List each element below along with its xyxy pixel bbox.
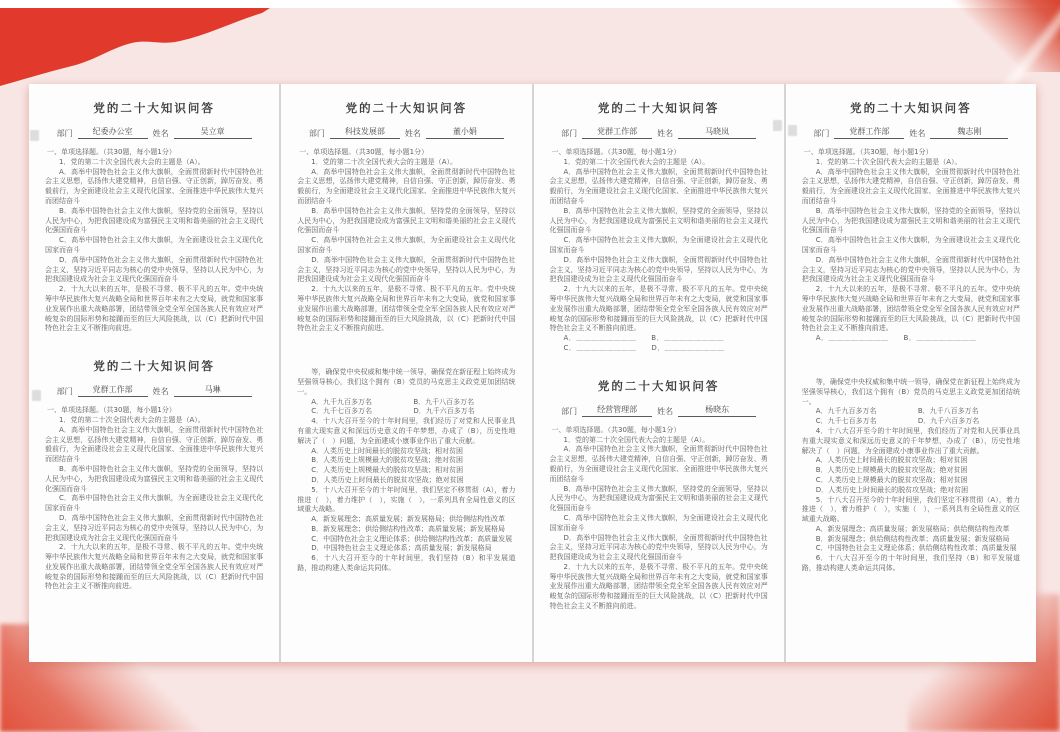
quiz-form-page2 — [802, 344, 1020, 574]
form-header-line — [45, 384, 263, 397]
question-1-option-d: D．高举中国特色社会主义伟大旗帜，全面贯彻新时代中国特色社会主义，坚持习近平同志为核心的党中央领导，坚持以人民为中心，为把我国建设成为社会主义现代化强国而奋斗 — [549, 533, 768, 562]
name-label: 姓名 — [657, 406, 674, 416]
question-3-option-b: B．九千八百多万名 — [917, 407, 979, 416]
section-heading: 一、单项选择题。（共30题，每小题1分） — [551, 148, 681, 156]
name-label: 姓名 — [657, 129, 674, 138]
quiz-body-text — [297, 148, 515, 334]
section-heading: 一、单项选择题。（共30题，每小题1分） — [299, 148, 429, 156]
red-ribbon-top-left — [0, 8, 270, 88]
name-value: 董小娟 — [426, 126, 504, 139]
question-1-option-c: C．高举中国特色社会主义伟大旗帜，为全面建设社会主义现代化国家而奋斗 — [45, 236, 264, 254]
scanned-sheet — [29, 84, 1036, 662]
page-title: 党的二十大知识问答 — [850, 101, 972, 115]
quiz-body-text — [45, 148, 263, 334]
question-1-option-b: B．高举中国特色社会主义伟大旗帜，坚持党的全面领导，坚持以人民为中心，为把我国建设成为富强民主文明和谐美丽的社会主义现代化强国而奋斗 — [549, 206, 768, 235]
scan-smudge-mark — [30, 130, 39, 141]
red-glow-top-right — [942, 0, 1060, 72]
top-white-strip — [0, 0, 1060, 8]
question-5-option-a: A．新发展理念；高质量发展；新发展格局；供给侧结构性改革 — [311, 515, 506, 524]
question-5-option-b: B．新发展理念；供给侧结构性改革；高质量发展；新发展格局 — [815, 534, 1010, 543]
question-5-option-c: C．中国特色社会主义理论体系；供给侧结构性改革；高质量发展 — [815, 544, 1017, 553]
page-column-1 — [29, 84, 279, 662]
section-heading: 一、单项选择题。（共30题，每小题1分） — [803, 148, 933, 156]
question-5-option-a: A．新发展理念；高质量发展；新发展格局；供给侧结构性改革 — [815, 524, 1010, 533]
question-2: 2．十九大以来的五年，是极不寻常、极不平凡的五年。党中央统筹中华民族伟大复兴战略全局和世界百年未有之大变局，就党和国家事业发展作出重大战略部署，团结带领全党全军全国各族人民有效应对严峻复杂的国际形势和接踵而至的巨大风险挑战，以（C）把新时代中国特色社会主义不断推向前进。 — [45, 543, 264, 591]
question-3-option-c: C．九千七百多万名 — [311, 407, 373, 416]
question-2: 2．十九大以来的五年，是极不寻常、极不平凡的五年。党中央统筹中华民族伟大复兴战略全局和世界百年未有之大变局，就党和国家事业发展作出重大战略部署，团结带领全党全军全国各族人民有效应对严峻复杂的国际形势和接踵而至的巨大风险挑战，以（C）把新时代中国特色社会主义不断推向前进。 — [297, 285, 516, 333]
dept-value: 经营管理部 — [582, 404, 652, 417]
question-1: 1．党的第二十次全国代表大会的主题是（A）。 — [563, 435, 710, 444]
page-title: 党的二十大知识问答 — [597, 378, 720, 393]
dept-label: 部门 — [56, 129, 73, 138]
question-4-option-b: B．人类历史上规模最大的脱贫攻坚战；绝对贫困 — [311, 456, 464, 465]
question-1-option-d: D．高举中国特色社会主义伟大旗帜，全面贯彻新时代中国特色社会主义，坚持习近平同志为核心的党中央领导，坚持以人民为中心，为把我国建设成为社会主义现代化强国而奋斗 — [297, 255, 516, 284]
question-5: 5．十八大召开至今的十年时间里，我们坚定不移贯彻（A），着力推进（ ），着力维护（ ），实施（ ），一系列具有全局性意义的区域重大战略。 — [801, 495, 1020, 524]
question-4-option-c: C．人类历史上规模最大的脱贫攻坚战；相对贫困 — [311, 466, 464, 475]
form-header-line — [550, 126, 768, 139]
question-3-continuation: 等，确保党中央权威和集中统一领导，确保党在新征程上始终成为坚强领导核心，我们这个拥有（B）党员的马克思主义政党更加团结统一。 — [297, 368, 516, 396]
question-4-option-b: B．人类历史上规模最大的脱贫攻坚战；绝对贫困 — [815, 466, 968, 475]
quiz-form-page1 — [550, 84, 768, 354]
name-label: 姓名 — [909, 129, 926, 138]
name-value: 马晓岚 — [678, 126, 756, 139]
question-3-option-c: C．九千七百多万名 — [815, 417, 877, 426]
question-1-option-c: C．高举中国特色社会主义伟大旗帜，为全面建设社会主义现代化国家而奋斗 — [801, 236, 1020, 254]
question-4: 4．十八大召开至今的十年时间里，我们经历了对党和人民事业具有重大现实意义和深远历史意义的千年梦想，办成了（B），历史性地解决了（ ）问题，为全面建成小康事业作出了重大贡献。 — [801, 426, 1020, 455]
red-ribbon-shape — [0, 8, 270, 88]
quiz-form-page1 — [45, 334, 263, 592]
question-1-option-b: B．高举中国特色社会主义伟大旗帜，坚持党的全面领导，坚持以人民为中心，为把我国建设成为富强民主文明和谐美丽的社会主义现代化强国而奋斗 — [297, 206, 516, 235]
question-1-option-b: B．高举中国特色社会主义伟大旗帜，坚持党的全面领导，坚持以人民为中心，为把我国建设成为富强民主文明和谐美丽的社会主义现代化强国而奋斗 — [549, 484, 768, 513]
question-3-option-d: D．九千六百多万名 — [413, 407, 475, 416]
name-value: 马琳 — [174, 384, 252, 397]
page-title: 党的二十大知识问答 — [597, 101, 720, 115]
quiz-body-text — [550, 148, 768, 354]
question-1-option-a: A．高举中国特色社会主义伟大旗帜，全面贯彻新时代中国特色社会主义思想，弘扬伟大建党精神，自信自强、守正创新，踔厉奋发、勇毅前行，为全面建设社会主义现代化国家、全面推进中华民族伟大复兴而团结奋斗 — [45, 425, 264, 464]
question-1: 1．党的第二十次全国代表大会的主题是（A）。 — [311, 157, 457, 166]
question-5: 5．十八大召开至今的十年时间里，我们坚定不移贯彻（A），着力推进（ ），着力维护（ ），实施（ ），一系列具有全局性意义的区域重大战略。 — [297, 485, 516, 514]
question-1-option-c: C．高举中国特色社会主义伟大旗帜，为全面建设社会主义现代化国家而奋斗 — [549, 513, 768, 532]
form-header-line — [45, 126, 263, 139]
question-1-option-c: C．高举中国特色社会主义伟大旗帜，为全面建设社会主义现代化国家而奋斗 — [45, 494, 264, 513]
answer-blank-row: A．＿＿＿＿＿＿＿＿ B．＿＿＿＿＿＿＿＿ — [563, 334, 725, 343]
quiz-form-page1 — [45, 84, 263, 334]
question-3-options-row — [802, 417, 1020, 427]
question-1-option-b: B．高举中国特色社会主义伟大旗帜，坚持党的全面领导，坚持以人民为中心，为把我国建设成为富强民主文明和谐美丽的社会主义现代化强国而奋斗 — [45, 206, 264, 235]
question-3-options-row — [802, 407, 1020, 417]
question-4-option-d: D．人类历史上时间最长的脱贫攻坚战；绝对贫困 — [311, 475, 464, 484]
answer-blank-row: C．＿＿＿＿＿＿＿＿ D．＿＿＿＿＿＿＿＿ — [563, 343, 725, 352]
question-3-option-d: D．九千六百多万名 — [917, 417, 980, 426]
question-1: 1．党的第二十次全国代表大会的主题是（A）。 — [59, 415, 205, 424]
name-value: 吴立章 — [174, 126, 252, 139]
quiz-form-page1 — [297, 84, 515, 334]
name-value: 魏志刚 — [930, 126, 1008, 139]
scan-smudge-mark — [773, 120, 782, 131]
question-1-option-b: B．高举中国特色社会主义伟大旗帜，坚持党的全面领导，坚持以人民为中心，为把我国建设成为富强民主文明和谐美丽的社会主义现代化强国而奋斗 — [45, 464, 264, 493]
question-2: 2．十九大以来的五年，是极不寻常、极不平凡的五年。党中央统筹中华民族伟大复兴战略全局和世界百年未有之大变局，就党和国家事业发展作出重大战略部署，团结带领全党全军全国各族人民有效应对严峻复杂的国际形势和接踵而至的巨大风险挑战，以（C）把新时代中国特色社会主义不断推向前进。 — [549, 285, 768, 333]
question-3-options-row — [297, 407, 515, 417]
dept-value: 党群工作部 — [582, 126, 652, 139]
question-1-option-a: A．高举中国特色社会主义伟大旗帜，全面贯彻新时代中国特色社会主义思想，弘扬伟大建党精神，自信自强、守正创新，踔厉奋发、勇毅前行，为全面建设社会主义现代化国家、全面推进中华民族伟大复兴而团结奋斗 — [45, 167, 264, 205]
question-3-option-b: B．九千八百多万名 — [413, 397, 475, 406]
dept-label: 部门 — [56, 387, 73, 397]
name-value: 杨晓东 — [678, 404, 756, 417]
question-2: 2．十九大以来的五年，是极不寻常、极不平凡的五年。党中央统筹中华民族伟大复兴战略全局和世界百年未有之大变局，就党和国家事业发展作出重大战略部署，团结带领全党全军全国各族人民有效应对严峻复杂的国际形势和接踵而至的巨大风险挑战，以（C）把新时代中国特色社会主义不断推向前进。 — [549, 562, 768, 611]
question-1-option-a: A．高举中国特色社会主义伟大旗帜，全面贯彻新时代中国特色社会主义思想，弘扬伟大建党精神，自信自强、守正创新，踔厉奋发、勇毅前行，为全面建设社会主义现代化国家、全面推进中华民族伟大复兴而团结奋斗 — [549, 167, 768, 205]
question-4-option-c: C．人类历史上规模最大的脱贫攻坚战；相对贫困 — [815, 475, 968, 484]
question-3-options-row — [297, 398, 515, 408]
name-label: 姓名 — [404, 129, 421, 138]
dept-value: 纪委办公室 — [78, 126, 148, 139]
question-1-option-a: A．高举中国特色社会主义伟大旗帜，全面贯彻新时代中国特色社会主义思想，弘扬伟大建党精神，自信自强、守正创新，踔厉奋发、勇毅前行，为全面建设社会主义现代化国家、全面推进中华民族伟大复兴而团结奋斗 — [801, 167, 1020, 205]
name-label: 姓名 — [152, 387, 169, 397]
question-2: 2．十九大以来的五年，是极不寻常、极不平凡的五年。党中央统筹中华民族伟大复兴战略全局和世界百年未有之大变局，就党和国家事业发展作出重大战略部署，团结带领全党全军全国各族人民有效应对严峻复杂的国际形势和接踵而至的巨大风险挑战，以（C）把新时代中国特色社会主义不断推向前进。 — [45, 285, 264, 333]
name-label: 姓名 — [152, 129, 169, 138]
dept-value: 党群工作部 — [78, 384, 148, 397]
question-3-option-a: A．九千九百多万名 — [815, 407, 877, 416]
question-1: 1．党的第二十次全国代表大会的主题是（A）。 — [563, 157, 710, 166]
quiz-form-page2 — [297, 334, 515, 574]
question-4-option-a: A．人类历史上时间最长的脱贫攻坚战；相对贫困 — [311, 446, 464, 455]
dept-label: 部门 — [813, 129, 830, 138]
section-heading: 一、单项选择题。（共30题，每小题1分） — [47, 406, 176, 415]
question-1-option-a: A．高举中国特色社会主义伟大旗帜，全面贯彻新时代中国特色社会主义思想，弘扬伟大建党精神，自信自强、守正创新，踔厉奋发、勇毅前行，为全面建设社会主义现代化国家、全面推进中华民族伟大复兴而团结奋斗 — [549, 445, 768, 483]
answer-blank-row: A．＿＿＿＿＿＿＿＿ B．＿＿＿＿＿＿＿＿ — [815, 334, 977, 343]
quiz-body-text — [45, 406, 263, 592]
page-column-2 — [279, 84, 531, 662]
dept-label: 部门 — [308, 129, 325, 138]
quiz-form-page1 — [550, 354, 768, 612]
question-4: 4．十八大召开至今的十年时间里，我们经历了对党和人民事业具有重大现实意义和深远历史意义的千年梦想，办成了（B），历史性地解决了（ ）问题，为全面建成小康事业作出了重大贡献。 — [297, 417, 516, 445]
page-title: 党的二十大知识问答 — [345, 101, 468, 115]
page-column-3 — [532, 84, 784, 662]
section-heading: 一、单项选择题。（共30题，每小题1分） — [551, 425, 681, 434]
scan-smudge-mark — [788, 125, 797, 136]
question-1-option-a: A．高举中国特色社会主义伟大旗帜，全面贯彻新时代中国特色社会主义思想，弘扬伟大建党精神，自信自强、守正创新，踔厉奋发、勇毅前行，为全面建设社会主义现代化国家、全面推进中华民族伟大复兴而团结奋斗 — [297, 167, 516, 205]
form-header-line — [297, 126, 515, 139]
question-1-option-d: D．高举中国特色社会主义伟大旗帜，全面贯彻新时代中国特色社会主义，坚持习近平同志为核心的党中央领导，坚持以人民为中心，为把我国建设成为社会主义现代化强国而奋斗 — [45, 513, 264, 542]
dept-label: 部门 — [561, 129, 578, 138]
question-3-continuation: 等，确保党中央权威和集中统一领导，确保党在新征程上始终成为坚强领导核心，我们这个拥有（B）党员的马克思主义政党更加团结统一。 — [801, 377, 1020, 406]
question-3-option-a: A．九千九百多万名 — [311, 397, 373, 406]
question-4-option-d: D．人类历史上时间最长的脱贫攻坚战；绝对贫困 — [815, 485, 969, 494]
quiz-body-text — [550, 426, 768, 612]
quiz-body-text — [802, 148, 1020, 344]
question-4-option-a: A．人类历史上时间最长的脱贫攻坚战；相对贫困 — [815, 456, 968, 465]
scan-smudge-mark — [32, 390, 41, 401]
page-column-4 — [784, 84, 1036, 662]
question-1: 1．党的第二十次全国代表大会的主题是（A）。 — [815, 157, 962, 166]
page-title: 党的二十大知识问答 — [93, 359, 215, 374]
section-heading: 一、单项选择题。（共30题，每小题1分） — [47, 148, 176, 156]
question-1-option-c: C．高举中国特色社会主义伟大旗帜，为全面建设社会主义现代化国家而奋斗 — [549, 236, 768, 254]
question-1-option-d: D．高举中国特色社会主义伟大旗帜，全面贯彻新时代中国特色社会主义，坚持习近平同志为核心的党中央领导，坚持以人民为中心，为把我国建设成为社会主义现代化强国而奋斗 — [549, 255, 768, 284]
question-5-option-b: B．新发展理念；供给侧结构性改革；高质量发展；新发展格局 — [311, 524, 506, 533]
question-5-option-d: D．中国特色社会主义理论体系；高质量发展；新发展格局 — [311, 544, 492, 553]
dept-value: 科技发展部 — [330, 126, 400, 139]
question-6: 6．十八大召开至今的十年时间里，我们坚持（B）和平发展道路，推动构建人类命运共同体。 — [297, 554, 516, 573]
question-1-option-d: D．高举中国特色社会主义伟大旗帜，全面贯彻新时代中国特色社会主义，坚持习近平同志为核心的党中央领导，坚持以人民为中心，为把我国建设成为社会主义现代化强国而奋斗 — [45, 255, 264, 284]
question-1: 1．党的第二十次全国代表大会的主题是（A）。 — [59, 157, 205, 166]
form-header-line — [550, 404, 768, 417]
quiz-form-page1 — [802, 84, 1020, 344]
form-header-line — [802, 126, 1020, 139]
question-2: 2．十九大以来的五年，是极不寻常、极不平凡的五年。党中央统筹中华民族伟大复兴战略全局和世界百年未有之大变局，就党和国家事业发展作出重大战略部署，团结带领全党全军全国各族人民有效应对严峻复杂的国际形势和接踵而至的巨大风险挑战，以（C）把新时代中国特色社会主义不断推向前进。 — [801, 285, 1020, 333]
dept-label: 部门 — [561, 406, 578, 416]
question-6: 6．十八大召开至今的十年时间里，我们坚持（B）和平发展道路，推动构建人类命运共同体。 — [801, 554, 1020, 573]
question-1-option-d: D．高举中国特色社会主义伟大旗帜，全面贯彻新时代中国特色社会主义，坚持习近平同志为核心的党中央领导，坚持以人民为中心，为把我国建设成为社会主义现代化强国而奋斗 — [801, 255, 1020, 284]
page-title: 党的二十大知识问答 — [93, 101, 215, 115]
question-1-option-c: C．高举中国特色社会主义伟大旗帜，为全面建设社会主义现代化国家而奋斗 — [297, 236, 516, 254]
question-1-option-b: B．高举中国特色社会主义伟大旗帜，坚持党的全面领导，坚持以人民为中心，为把我国建设成为富强民主文明和谐美丽的社会主义现代化强国而奋斗 — [801, 206, 1020, 235]
question-5-option-c: C．中国特色社会主义理论体系；供给侧结构性改革；高质量发展 — [311, 534, 513, 543]
dept-value: 党群工作部 — [834, 126, 904, 139]
